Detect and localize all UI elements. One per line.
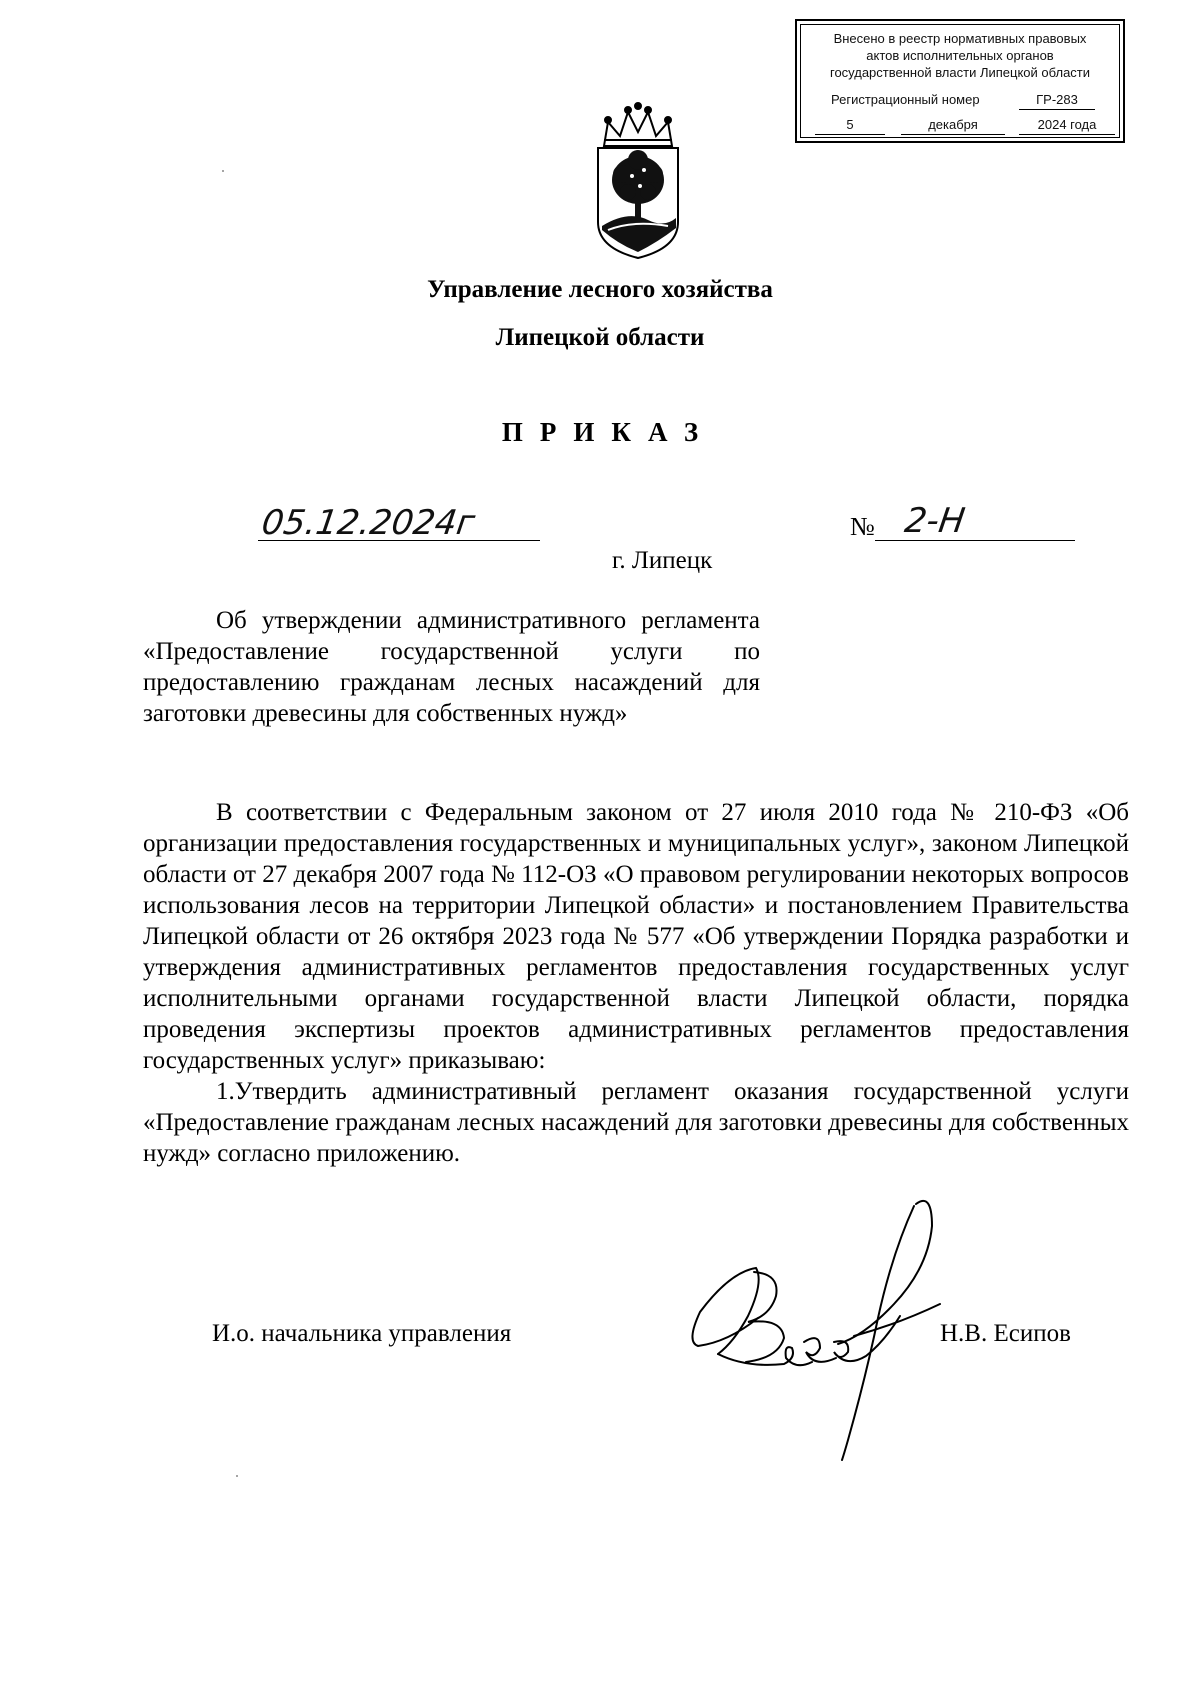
- scan-speck: [236, 1475, 238, 1477]
- registry-stamp: [795, 19, 1125, 143]
- handwritten-signature: [688, 1192, 953, 1464]
- number-underline: [875, 540, 1075, 541]
- body-paragraph-1: В соответствии с Федеральным законом от 27 июля 2010 года № 210-ФЗ «Об организации предоставления государственных и муниципальных услуг», законом Липецкой области от 27 декабря 2007 года № 112-ОЗ «О правовом регулировании некоторых вопросов использования лесов на территории Липецкой области» и постановлением Правительства Липецкой области от 26 октября 2023 года № 577 «Об утверждении Порядка разработки и утверждения административных регламентов предоставления государственных услуг исполнительными органами государственной власти Липецкой области, порядка проведения экспертизы проектов административных регламентов предоставления государственных услуг» приказываю:: [143, 799, 1129, 1074]
- order-number: 2-Н: [902, 501, 968, 541]
- crown-icon: [604, 103, 672, 146]
- stamp-year: 2024 года: [1019, 116, 1115, 135]
- scan-speck: [222, 170, 224, 172]
- order-number-label: №: [850, 512, 875, 541]
- order-body: [143, 797, 1129, 1169]
- signatory-name: Н.В. Есипов: [940, 1320, 1071, 1347]
- stamp-reg-number: ГР-283: [1019, 91, 1095, 110]
- org-name-line-2: Липецкой области: [495, 324, 705, 351]
- order-date: 05.12.2024г: [259, 503, 478, 543]
- stamp-line-1: Внесено в реестр нормативных правовых: [833, 31, 1087, 46]
- stamp-line-3: государственной власти Липецкой области: [829, 65, 1091, 80]
- org-name-line-1: Управление лесного хозяйства: [427, 276, 773, 303]
- stamp-month: декабря: [901, 116, 1005, 135]
- body-item-1: 1.Утвердить административный регламент оказания государственной услуги «Предоставление гражданам лесных насаждений для заготовки древесины для собственных нужд» согласно приложению.: [143, 1078, 1129, 1167]
- stamp-reg-label: Регистрационный номер: [831, 92, 980, 107]
- stamp-line-2: актов исполнительных органов: [866, 48, 1054, 63]
- stamp-day: 5: [815, 116, 885, 135]
- city: г. Липецк: [612, 547, 713, 574]
- signatory-position: И.о. начальника управления: [212, 1320, 512, 1347]
- order-subject-text: Об утверждении административного регламента «Предоставление государственной услуги по предоставлению гражданам лесных насаждений для заготовки древесины для собственных нужд»: [143, 607, 760, 727]
- coat-of-arms-icon: [588, 102, 688, 260]
- document-type-title: ПРИКАЗ: [501, 417, 716, 447]
- order-subject: [143, 605, 760, 729]
- date-underline: [258, 540, 540, 541]
